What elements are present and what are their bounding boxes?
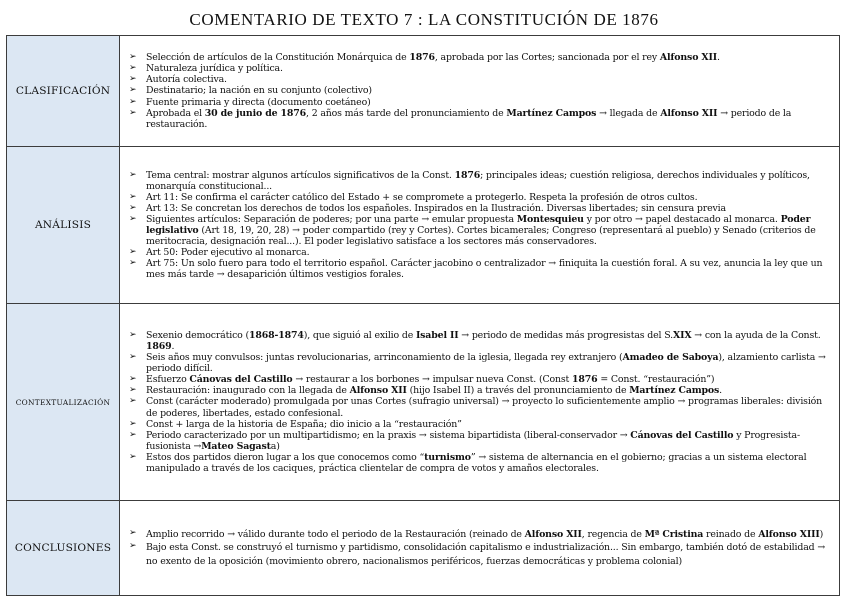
section-label-clasificacion: CLASIFICACIÓN xyxy=(7,36,120,147)
text-segment: Amplio recorrido → válido durante todo el periodo de la Restauración (reinado de xyxy=(146,528,525,540)
bold-text-segment: turnismo xyxy=(424,451,471,463)
bold-text-segment: 30 de junio de 1876 xyxy=(204,107,307,119)
bold-text-segment: Poder legislativo xyxy=(146,213,811,236)
text-segment: → periodo de medidas más progresistas del S. xyxy=(458,329,673,341)
arrow-bullet-icon: ➢ xyxy=(129,451,137,462)
bold-text-segment: Alfonso XII xyxy=(524,528,582,540)
text-segment: Fuente primaria y directa (documento coetáneo) xyxy=(146,96,371,108)
bold-text-segment: Cánovas del Castillo xyxy=(189,374,293,386)
section-row-conclusiones xyxy=(7,501,840,596)
bold-text-segment: XIX xyxy=(672,329,692,341)
text-segment: Sexenio democrático ( xyxy=(146,329,250,341)
bold-text-segment: Cánovas del Castillo xyxy=(630,429,734,441)
bullet-item xyxy=(126,170,833,192)
text-segment: Periodo caracterizado por un multipartidismo; en la praxis → sistema bipartidista (liberal-conservador → xyxy=(146,429,631,441)
section-row-clasificacion xyxy=(7,36,840,147)
arrow-bullet-icon: ➢ xyxy=(129,96,137,107)
text-segment: Autoría colectiva. xyxy=(146,74,227,86)
bold-text-segment: 1868-1874 xyxy=(249,329,304,341)
bullet-item xyxy=(126,108,833,130)
bullet-item xyxy=(126,385,833,396)
bold-text-segment: Isabel II xyxy=(415,329,459,341)
section-label-contextualizacion: CONTEXTUALIZACIÓN xyxy=(7,304,120,501)
arrow-bullet-icon: ➢ xyxy=(129,258,137,269)
text-segment: Art 75: Un solo fuero para todo el territorio español. Carácter jacobino o centralizador → finiquita la cuestión foral. A su vez, anuncia la ley que un mes más tarde → desaparición últimos vestigios forales. xyxy=(146,258,823,281)
bullet-item xyxy=(126,85,833,96)
text-segment: reinado de xyxy=(703,528,759,540)
bullet-item xyxy=(126,74,833,85)
text-segment: → periodo de la restauración. xyxy=(146,107,792,130)
text-segment: ) xyxy=(819,528,824,540)
commentary-table xyxy=(6,35,840,596)
bold-text-segment: 1876 xyxy=(454,169,481,181)
bold-text-segment: Martínez Campos xyxy=(629,385,720,397)
text-segment: Const (carácter moderado) promulgada por unas Cortes (sufragio universal) → proyecto lo suficientemente amplio → programas liberales: división de poderes, libertades, estado confesional. xyxy=(146,396,823,419)
text-segment: . xyxy=(719,385,722,397)
text-segment: . xyxy=(171,340,175,352)
text-segment: , 2 años más tarde del pronunciamiento de xyxy=(306,107,507,119)
section-label-conclusiones: CONCLUSIONES xyxy=(7,501,120,596)
bullet-item xyxy=(126,192,833,203)
arrow-bullet-icon: ➢ xyxy=(129,85,137,96)
bold-text-segment: Alfonso XII xyxy=(349,385,407,397)
bold-text-segment: Mateo Sagast xyxy=(201,440,271,452)
bullet-item xyxy=(126,528,833,541)
bullet-item xyxy=(126,330,833,352)
text-segment: Seis años muy convulsos: juntas revolucionarias, arrinconamiento de la iglesia, llegada rey extranjero ( xyxy=(146,352,623,364)
bullet-item xyxy=(126,541,833,568)
bullet-item xyxy=(126,97,833,108)
arrow-bullet-icon: ➢ xyxy=(129,329,137,340)
section-row-contextualizacion xyxy=(7,304,840,501)
arrow-bullet-icon: ➢ xyxy=(129,527,137,538)
bullet-list xyxy=(126,52,833,130)
section-content-clasificacion xyxy=(120,36,840,147)
bold-text-segment: Alfonso XII xyxy=(659,52,718,64)
bold-text-segment: Amadeo de Saboya xyxy=(622,352,719,364)
bullet-item xyxy=(126,258,833,280)
bullet-item xyxy=(126,352,833,374)
text-segment: Siguientes artículos: Separación de poderes; por una parte → emular propuesta xyxy=(146,213,517,225)
arrow-bullet-icon: ➢ xyxy=(129,247,137,258)
text-segment: Selección de artículos de la Constitución Monárquica de xyxy=(146,52,410,64)
arrow-bullet-icon: ➢ xyxy=(129,213,137,224)
text-segment: ” → sistema de alternancia en el gobierno; gracias a un sistema electoral manipulado a través de los caciques, práctica clientelar de compra de votos y amaños electorales. xyxy=(146,451,807,475)
text-segment: Naturaleza jurídica y política. xyxy=(146,63,283,75)
bold-text-segment: Alfonso XII xyxy=(660,107,718,119)
text-segment: Destinatario; la nación en su conjunto (colectivo) xyxy=(146,85,372,97)
bullet-item xyxy=(126,396,833,418)
section-label-analisis: ANÁLISIS xyxy=(7,147,120,304)
text-segment: (Art 18, 19, 20, 28) → poder compartido (rey y Cortes). Cortes bicamerales; Congreso (representará al pueblo) y Senado (criterios de meritocracia, designación real...). El poder legislativo satisface a los sectores más conservadores. xyxy=(146,225,816,248)
bullet-item xyxy=(126,52,833,63)
bullet-item xyxy=(126,214,833,247)
arrow-bullet-icon: ➢ xyxy=(129,74,137,85)
bullet-item xyxy=(126,63,833,74)
arrow-bullet-icon: ➢ xyxy=(129,107,137,118)
bullet-item xyxy=(126,452,833,474)
text-segment: Art 50: Poder ejecutivo al monarca. xyxy=(146,247,310,259)
text-segment: ), alzamiento carlista → periodo difícil. xyxy=(146,352,826,375)
section-row-analisis xyxy=(7,147,840,304)
text-segment: Restauración: inaugurado con la llegada de xyxy=(146,385,350,397)
arrow-bullet-icon: ➢ xyxy=(129,352,137,363)
text-segment: Const + larga de la historia de España; dio inicio a la “restauración” xyxy=(146,418,462,430)
text-segment: y Progresista-fusionista → xyxy=(146,429,800,452)
bold-text-segment: Montesquieu xyxy=(516,213,584,225)
arrow-bullet-icon: ➢ xyxy=(129,202,137,213)
bullet-item xyxy=(126,247,833,258)
text-segment: a) xyxy=(270,440,280,452)
arrow-bullet-icon: ➢ xyxy=(129,541,137,552)
text-segment: Estos dos partidos dieron lugar a los que conocemos como “ xyxy=(146,451,425,463)
bold-text-segment: Alfonso XIII xyxy=(758,528,820,540)
text-segment: ), que siguió al exilio de xyxy=(303,329,416,341)
bullet-list xyxy=(126,170,833,281)
bold-text-segment: 1876 xyxy=(571,374,598,386)
bullet-list xyxy=(126,330,833,474)
text-segment: → con la ayuda de la Const. xyxy=(691,329,821,341)
section-content-conclusiones xyxy=(120,501,840,596)
text-segment: Bajo esta Const. se construyó el turnismo y partidismo, consolidación capitalismo e industrialización... Sin embargo, también dotó de estabilidad → no exento de la oposición (movimiento obrero, nacionalismos periféricos, fuerzas democráticas y problema colonial) xyxy=(146,542,826,567)
arrow-bullet-icon: ➢ xyxy=(129,385,137,396)
bullet-item xyxy=(126,374,833,385)
text-segment: Aprobada el xyxy=(146,107,205,119)
text-segment: , regencia de xyxy=(581,528,645,540)
text-segment: y por otro → papel destacado al monarca. xyxy=(583,213,781,225)
text-segment: Esfuerzo xyxy=(146,374,190,386)
arrow-bullet-icon: ➢ xyxy=(129,374,137,385)
text-segment: = Const. “restauración”) xyxy=(597,374,715,386)
arrow-bullet-icon: ➢ xyxy=(129,191,137,202)
bold-text-segment: Martínez Campos xyxy=(506,107,597,119)
arrow-bullet-icon: ➢ xyxy=(129,418,137,429)
arrow-bullet-icon: ➢ xyxy=(129,52,137,63)
text-segment: , aprobada por las Cortes; sancionada por el rey xyxy=(434,52,660,64)
text-segment: Tema central: mostrar algunos artículos significativos de la Const. xyxy=(146,169,455,181)
text-segment: Art 13: Se concretan los derechos de todos los españoles. Inspirados en la Ilustración. Diversas libertades; sin censura previa xyxy=(146,202,726,214)
bold-text-segment: 1869 xyxy=(146,340,172,352)
section-content-contextualizacion xyxy=(120,304,840,501)
bullet-item xyxy=(126,203,833,214)
arrow-bullet-icon: ➢ xyxy=(129,169,137,180)
arrow-bullet-icon: ➢ xyxy=(129,396,137,407)
text-segment: → llegada de xyxy=(596,107,661,119)
arrow-bullet-icon: ➢ xyxy=(129,429,137,440)
text-segment: Art 11: Se confirma el carácter católico del Estado + se compromete a protegerlo. Respeta la profesión de otros cultos. xyxy=(146,191,698,203)
bold-text-segment: 1876 xyxy=(409,52,435,64)
text-segment: ; principales ideas; cuestión religiosa, derechos individuales y políticos, monarquía constitucional... xyxy=(146,169,810,192)
bold-text-segment: Mª Cristina xyxy=(644,528,704,540)
arrow-bullet-icon: ➢ xyxy=(129,63,137,74)
text-segment: . xyxy=(717,52,720,64)
bullet-list xyxy=(126,528,833,568)
text-segment: → restaurar a los borbones → impulsar nueva Const. (Const xyxy=(292,374,572,386)
bullet-item xyxy=(126,430,833,452)
section-content-analisis xyxy=(120,147,840,304)
text-segment: (hijo Isabel II) a través del pronunciamiento de xyxy=(406,385,630,397)
page-title: COMENTARIO DE TEXTO 7 : LA CONSTITUCIÓN DE 1876 xyxy=(189,10,659,29)
bullet-item xyxy=(126,419,833,430)
